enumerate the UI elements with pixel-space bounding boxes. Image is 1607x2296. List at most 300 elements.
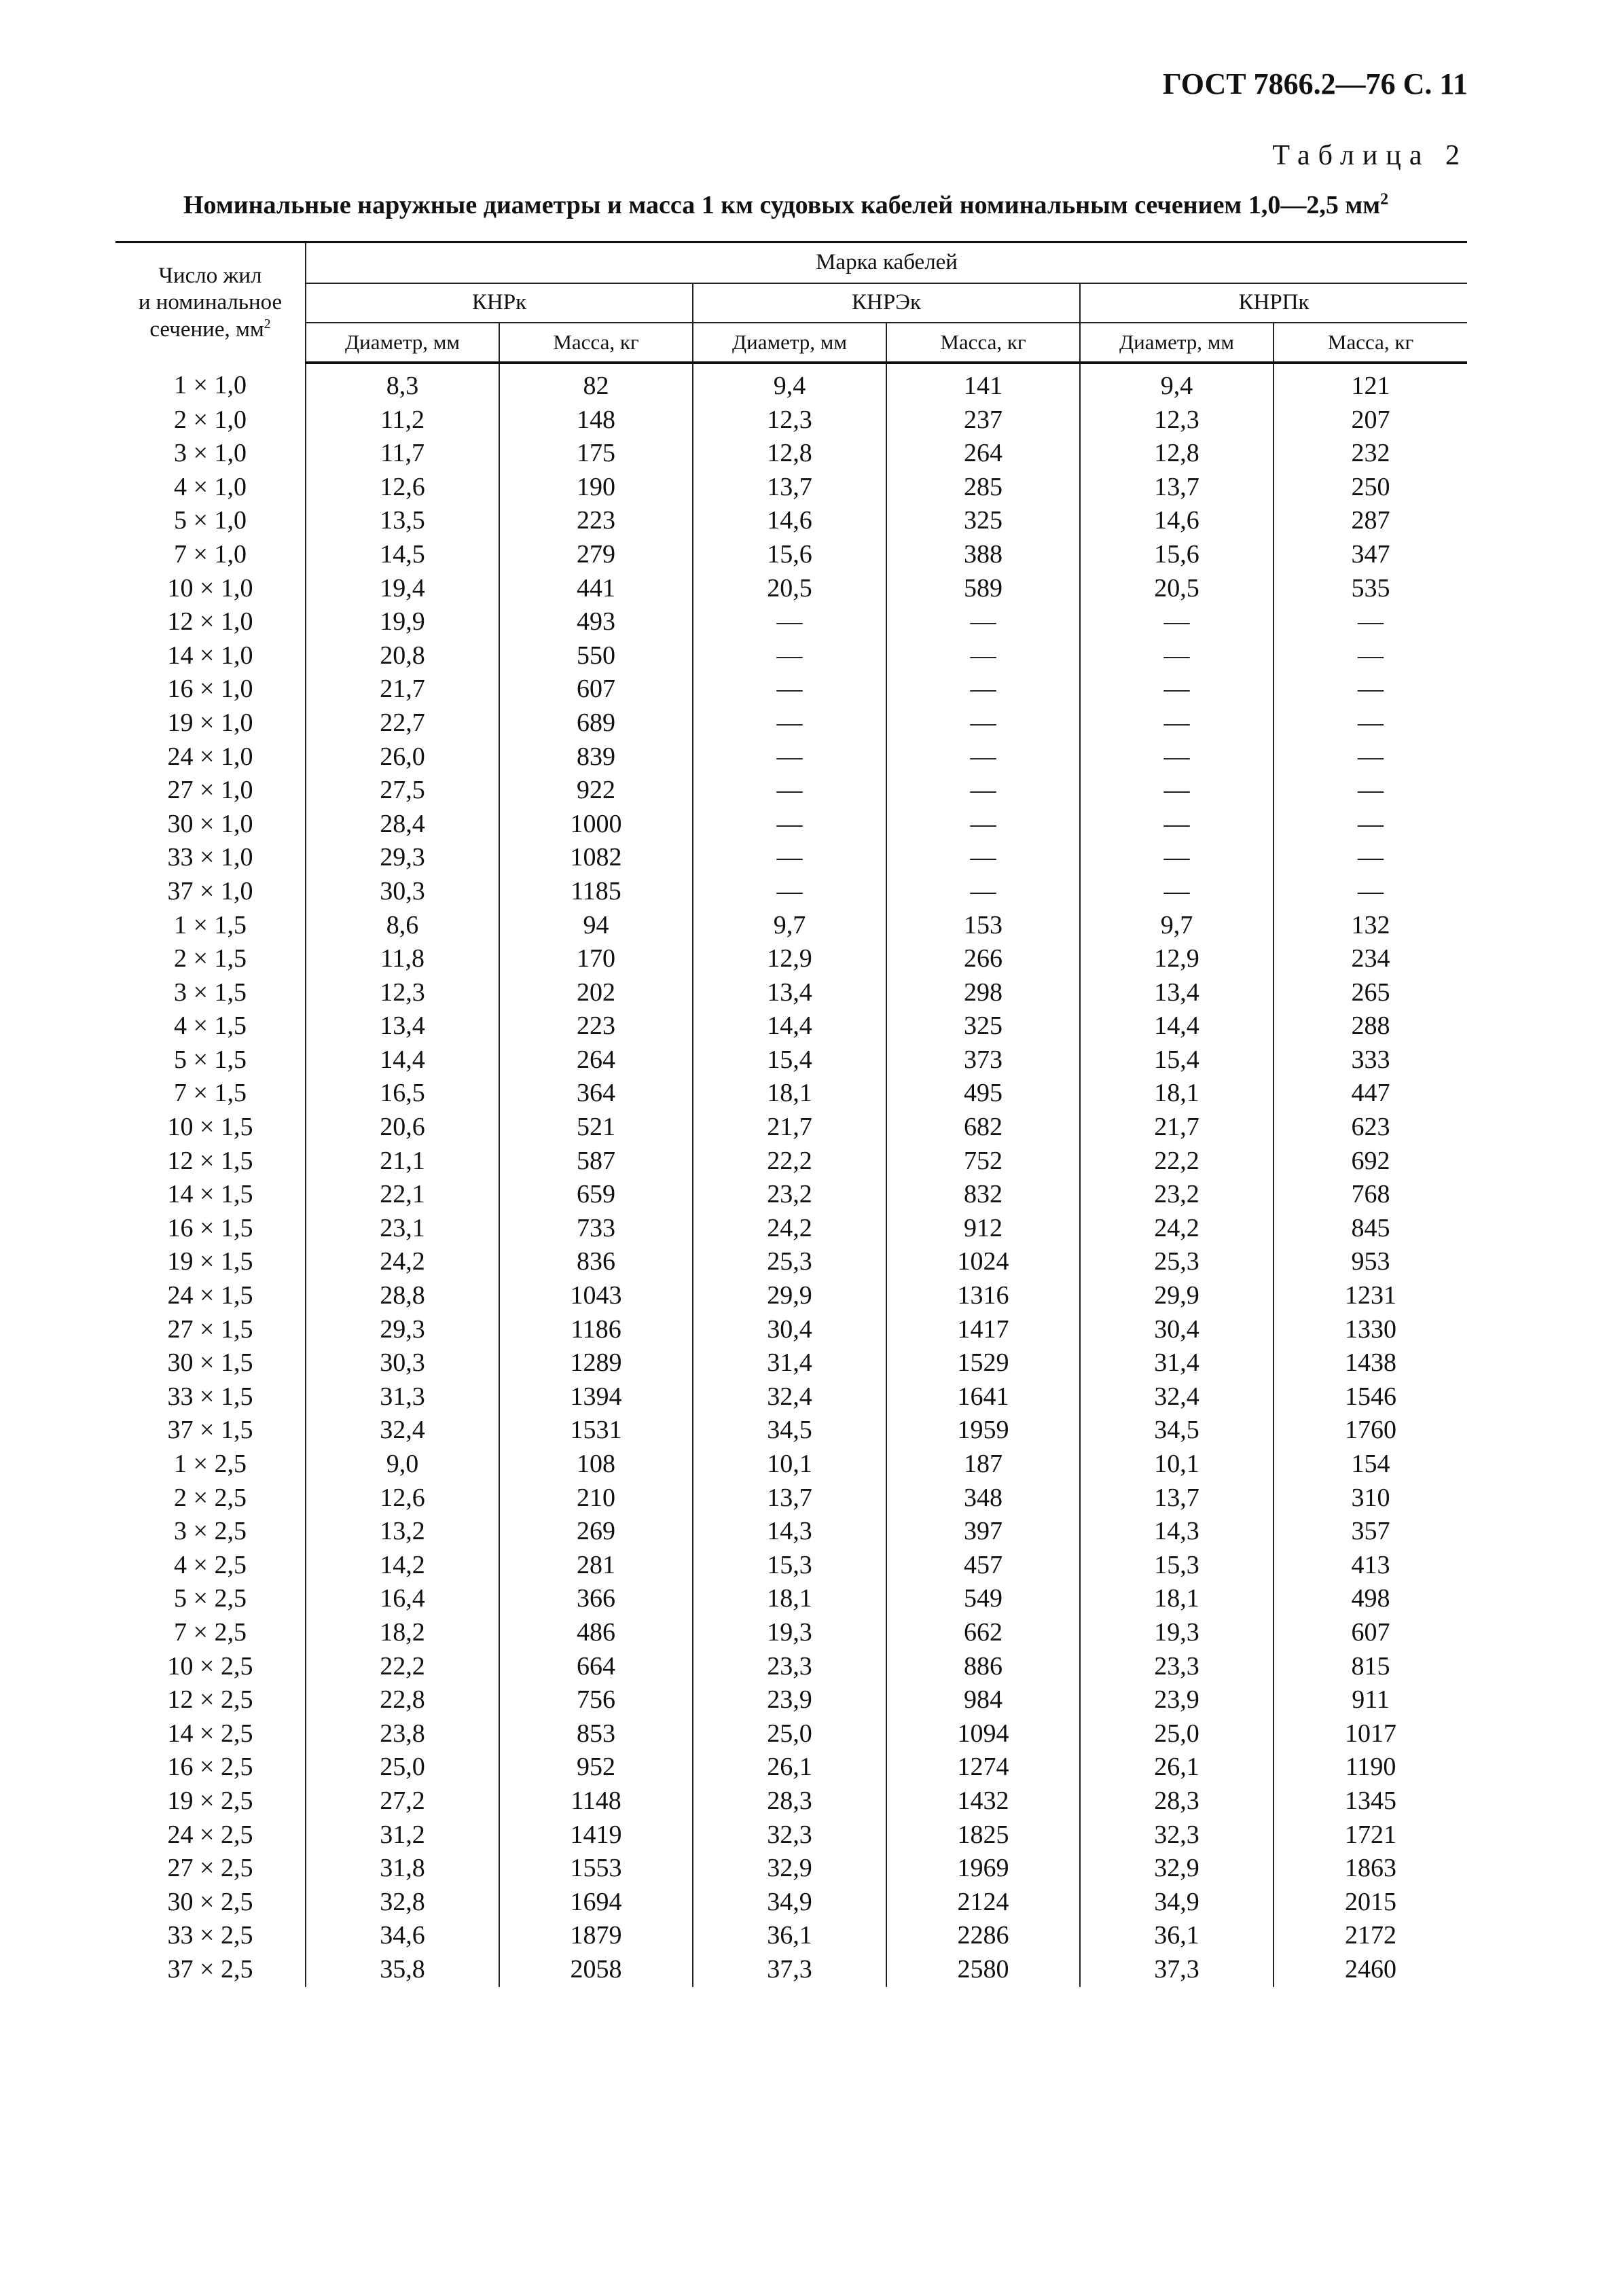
table-cell: 31,2 xyxy=(306,1818,499,1852)
table-row xyxy=(115,437,1467,471)
table-cell: 1879 xyxy=(499,1919,693,1953)
table-cell: 25,0 xyxy=(306,1751,499,1784)
row-label-cell: 10 × 1,0 xyxy=(115,572,306,606)
table-cell: 18,2 xyxy=(306,1616,499,1650)
row-label-cell: 33 × 1,5 xyxy=(115,1380,306,1414)
row-label-cell: 19 × 1,5 xyxy=(115,1245,306,1279)
table-cell: — xyxy=(693,841,886,875)
table-cell: 16,4 xyxy=(306,1582,499,1616)
table-row xyxy=(115,1077,1467,1111)
table-cell: 549 xyxy=(886,1582,1080,1616)
table-cell: 659 xyxy=(499,1178,693,1212)
first-col-header-line3: сечение, $мм^2$ xyxy=(149,316,271,342)
table-cell: — xyxy=(1080,706,1274,740)
table-cell: 1531 xyxy=(499,1414,693,1448)
table-cell: 1394 xyxy=(499,1380,693,1414)
table-cell: 32,4 xyxy=(693,1380,886,1414)
row-label-cell: 33 × 1,0 xyxy=(115,841,306,875)
table-cell: 94 xyxy=(499,909,693,943)
table-cell: 2124 xyxy=(886,1886,1080,1920)
table-cell: 11,8 xyxy=(306,942,499,976)
table-cell: 1289 xyxy=(499,1346,693,1380)
table-cell: 14,6 xyxy=(1080,504,1274,538)
table-cell: 984 xyxy=(886,1683,1080,1717)
row-label-cell: 27 × 2,5 xyxy=(115,1852,306,1886)
table-cell: 9,4 xyxy=(1080,363,1274,403)
table-cell: 23,3 xyxy=(693,1650,886,1684)
table-cell: 12,3 xyxy=(306,976,499,1010)
row-label-cell: 4 × 1,0 xyxy=(115,471,306,505)
table-cell: — xyxy=(1358,708,1384,737)
table-cell: 1231 xyxy=(1345,1281,1397,1310)
table-cell: 12,9 xyxy=(693,942,886,976)
table-row xyxy=(115,1145,1467,1179)
table-cell: 1000 xyxy=(499,808,693,842)
caption-text: Номинальные наружные диаметры и масса 1 км судовых кабелей номинальным сечением 1,0—2,5 мм xyxy=(183,191,1381,219)
table-cell: 911 xyxy=(1352,1685,1390,1715)
row-label-cell: 27 × 1,0 xyxy=(115,774,306,808)
table-cell: — xyxy=(693,875,886,909)
table-cell: — xyxy=(886,605,1080,639)
table-cell: 34,5 xyxy=(693,1414,886,1448)
table-cell: 1863 xyxy=(1345,1854,1397,1883)
sub-header-diameter: Диаметр, мм xyxy=(1080,323,1274,363)
table-cell: 1432 xyxy=(886,1784,1080,1818)
row-label-cell: 14 × 1,0 xyxy=(115,639,306,673)
table-cell: — xyxy=(693,740,886,774)
table-row xyxy=(115,1886,1467,1920)
row-label-cell: 24 × 1,5 xyxy=(115,1279,306,1313)
table-cell: 13,7 xyxy=(1080,1482,1274,1515)
table-cell: 845 xyxy=(1351,1213,1390,1242)
table-row xyxy=(115,605,1467,639)
table-cell: — xyxy=(1080,740,1274,774)
table-cell: 13,7 xyxy=(1080,471,1274,505)
table-row xyxy=(115,942,1467,976)
table-cell: 15,4 xyxy=(693,1043,886,1077)
table-cell: 1274 xyxy=(886,1751,1080,1784)
table-row xyxy=(115,1346,1467,1380)
table-row xyxy=(115,1852,1467,1886)
cable-data-table xyxy=(115,241,1467,1987)
table-cell: 12,8 xyxy=(1080,437,1274,471)
table-cell: — xyxy=(693,774,886,808)
table-cell: 34,9 xyxy=(693,1886,886,1920)
table-row xyxy=(115,672,1467,706)
table-cell: 752 xyxy=(886,1145,1080,1179)
standard-header: ГОСТ 7866.2—76 С. 11 xyxy=(1162,67,1468,101)
row-label-cell: 19 × 2,5 xyxy=(115,1784,306,1818)
table-cell: 836 xyxy=(499,1245,693,1279)
table-row xyxy=(115,1953,1467,1987)
table-cell: 30,3 xyxy=(306,1346,499,1380)
table-cell: 21,7 xyxy=(1080,1111,1274,1145)
table-cell: 132 xyxy=(1351,910,1390,939)
table-cell: 662 xyxy=(886,1616,1080,1650)
first-column-header xyxy=(115,243,306,363)
row-label-cell: 4 × 1,5 xyxy=(115,1009,306,1043)
table-cell: 413 xyxy=(1351,1550,1390,1579)
row-label-cell: 30 × 1,5 xyxy=(115,1346,306,1380)
table-cell: 310 xyxy=(1351,1483,1390,1512)
table-cell: 25,0 xyxy=(693,1717,886,1751)
table-cell: 82 xyxy=(499,363,693,403)
table-cell: 170 xyxy=(499,942,693,976)
table-cell: 21,1 xyxy=(306,1145,499,1179)
table-cell: 1694 xyxy=(499,1886,693,1920)
table-cell: 18,1 xyxy=(1080,1582,1274,1616)
table-cell: 521 xyxy=(499,1111,693,1145)
table-header xyxy=(115,243,1467,363)
table-cell: 447 xyxy=(1351,1079,1390,1108)
table-row xyxy=(115,841,1467,875)
table-cell: 23,2 xyxy=(693,1178,886,1212)
row-label-cell: 12 × 1,5 xyxy=(115,1145,306,1179)
table-cell: 31,3 xyxy=(306,1380,499,1414)
table-cell: 1825 xyxy=(886,1818,1080,1852)
table-cell: 32,3 xyxy=(1080,1818,1274,1852)
table-cell: 28,3 xyxy=(1080,1784,1274,1818)
table-cell: 23,3 xyxy=(1080,1650,1274,1684)
table-cell: 1438 xyxy=(1345,1348,1397,1378)
table-row xyxy=(115,1717,1467,1751)
table-row xyxy=(115,363,1467,403)
table-cell: 832 xyxy=(886,1178,1080,1212)
table-row xyxy=(115,1515,1467,1549)
table-cell: 23,9 xyxy=(1080,1683,1274,1717)
table-cell: 20,5 xyxy=(693,572,886,606)
table-cell: 32,3 xyxy=(693,1818,886,1852)
table-cell: 853 xyxy=(499,1717,693,1751)
table-cell: 1419 xyxy=(499,1818,693,1852)
sub-header-diameter: Диаметр, мм xyxy=(693,323,886,363)
table-cell: 13,4 xyxy=(1080,976,1274,1010)
table-row xyxy=(115,1313,1467,1347)
table-cell: 11,7 xyxy=(306,437,499,471)
table-cell: 281 xyxy=(499,1549,693,1583)
table-cell: — xyxy=(1358,742,1384,771)
table-cell: 20,8 xyxy=(306,639,499,673)
table-cell: 12,8 xyxy=(693,437,886,471)
table-cell: 232 xyxy=(1351,439,1390,468)
table-cell: 30,4 xyxy=(1080,1313,1274,1347)
table-cell: 121 xyxy=(1351,372,1390,400)
table-cell: 19,3 xyxy=(1080,1616,1274,1650)
table-cell: 1529 xyxy=(886,1346,1080,1380)
table-cell: 108 xyxy=(499,1448,693,1482)
table-cell: 325 xyxy=(886,504,1080,538)
table-cell: 535 xyxy=(1351,573,1390,603)
table-cell: 141 xyxy=(886,363,1080,403)
sub-header-mass: Масса, кг xyxy=(1274,323,1467,363)
table-cell: 1316 xyxy=(886,1279,1080,1313)
table-cell: 32,9 xyxy=(693,1852,886,1886)
table-cell: 22,8 xyxy=(306,1683,499,1717)
table-cell: 493 xyxy=(499,605,693,639)
table-cell: — xyxy=(1358,675,1384,704)
table-cell: — xyxy=(1080,875,1274,909)
table-cell: 9,4 xyxy=(693,363,886,403)
table-cell: 1330 xyxy=(1345,1314,1397,1344)
row-label-cell: 33 × 2,5 xyxy=(115,1919,306,1953)
table-row xyxy=(115,1448,1467,1482)
row-label-cell: 37 × 2,5 xyxy=(115,1953,306,1987)
table-cell: 15,6 xyxy=(1080,538,1274,572)
table-cell: 1024 xyxy=(886,1245,1080,1279)
table-cell: 207 xyxy=(1351,405,1390,434)
table-cell: 14,4 xyxy=(693,1009,886,1043)
table-cell: 11,2 xyxy=(306,403,499,437)
table-row xyxy=(115,875,1467,909)
table-cell: 14,2 xyxy=(306,1549,499,1583)
table-cell: 234 xyxy=(1351,944,1390,973)
table-cell: 14,4 xyxy=(306,1043,499,1077)
table-row xyxy=(115,572,1467,606)
table-row xyxy=(115,1245,1467,1279)
table-cell: 26,0 xyxy=(306,740,499,774)
table-cell: 457 xyxy=(886,1549,1080,1583)
table-cell: 2172 xyxy=(1345,1921,1397,1950)
table-caption xyxy=(183,190,1388,220)
table-cell: 30,4 xyxy=(693,1313,886,1347)
table-cell: 498 xyxy=(1351,1584,1390,1613)
table-cell: 22,1 xyxy=(306,1178,499,1212)
row-label-cell: 12 × 1,0 xyxy=(115,605,306,639)
table-cell: 35,8 xyxy=(306,1953,499,1987)
table-row xyxy=(115,1043,1467,1077)
table-cell: 153 xyxy=(886,909,1080,943)
table-cell: 689 xyxy=(499,706,693,740)
table-cell: 31,4 xyxy=(693,1346,886,1380)
table-cell: 14,6 xyxy=(693,504,886,538)
table-cell: 23,1 xyxy=(306,1212,499,1246)
table-cell: 22,2 xyxy=(693,1145,886,1179)
row-label-cell: 37 × 1,0 xyxy=(115,875,306,909)
table-cell: 29,9 xyxy=(1080,1279,1274,1313)
row-label-cell: 2 × 1,5 xyxy=(115,942,306,976)
table-cell: 37,3 xyxy=(693,1953,886,1987)
table-cell: 18,1 xyxy=(1080,1077,1274,1111)
table-cell: — xyxy=(1358,876,1384,905)
table-cell: 21,7 xyxy=(306,672,499,706)
first-col-header-line1: Число жил xyxy=(158,263,262,288)
first-col-header-line2: и номинальное xyxy=(138,290,283,315)
table-cell: 36,1 xyxy=(693,1919,886,1953)
table-cell: 187 xyxy=(886,1448,1080,1482)
table-cell: 265 xyxy=(1351,977,1390,1007)
table-cell: 15,3 xyxy=(693,1549,886,1583)
row-label-cell: 14 × 1,5 xyxy=(115,1178,306,1212)
table-cell: 952 xyxy=(499,1751,693,1784)
table-cell: 28,4 xyxy=(306,808,499,842)
table-cell: 19,3 xyxy=(693,1616,886,1650)
table-cell: 202 xyxy=(499,976,693,1010)
table-cell: — xyxy=(886,875,1080,909)
table-cell: 1553 xyxy=(499,1852,693,1886)
table-row xyxy=(115,1919,1467,1953)
table-cell: 623 xyxy=(1351,1113,1390,1142)
table-cell: — xyxy=(693,706,886,740)
table-cell: 364 xyxy=(499,1077,693,1111)
table-cell: — xyxy=(693,672,886,706)
table-cell: 607 xyxy=(499,672,693,706)
table-cell: 25,3 xyxy=(693,1245,886,1279)
table-cell: 250 xyxy=(1351,472,1390,501)
table-cell: 25,0 xyxy=(1080,1717,1274,1751)
table-cell: 495 xyxy=(886,1077,1080,1111)
table-cell: 953 xyxy=(1351,1247,1390,1276)
table-cell: 2580 xyxy=(886,1953,1080,1987)
brand-header-knrpk: КНРПк xyxy=(1080,283,1467,323)
table-cell: 607 xyxy=(1351,1617,1390,1647)
table-cell: 285 xyxy=(886,471,1080,505)
table-cell: — xyxy=(1080,774,1274,808)
table-cell: 1417 xyxy=(886,1313,1080,1347)
row-label-cell: 3 × 2,5 xyxy=(115,1515,306,1549)
table-cell: 2286 xyxy=(886,1919,1080,1953)
table-cell: 223 xyxy=(499,1009,693,1043)
table-cell: 1185 xyxy=(499,875,693,909)
table-body xyxy=(115,363,1467,1987)
row-label-cell: 5 × 2,5 xyxy=(115,1582,306,1616)
table-cell: 31,4 xyxy=(1080,1346,1274,1380)
table-cell: 27,5 xyxy=(306,774,499,808)
table-cell: 175 xyxy=(499,437,693,471)
table-cell: 373 xyxy=(886,1043,1080,1077)
table-cell: 9,7 xyxy=(1080,909,1274,943)
brand-header-knrek: КНРЭк xyxy=(693,283,1080,323)
table-cell: — xyxy=(1080,808,1274,842)
table-cell: — xyxy=(693,605,886,639)
table-cell: 18,1 xyxy=(693,1582,886,1616)
table-cell: 839 xyxy=(499,740,693,774)
row-label-cell: 2 × 2,5 xyxy=(115,1482,306,1515)
table-row xyxy=(115,1751,1467,1784)
table-cell: 269 xyxy=(499,1515,693,1549)
table-cell: 19,9 xyxy=(306,605,499,639)
caption-superscript: 2 xyxy=(1380,190,1389,209)
table-cell: 20,5 xyxy=(1080,572,1274,606)
row-label-cell: 24 × 1,0 xyxy=(115,740,306,774)
table-cell: 388 xyxy=(886,538,1080,572)
table-cell: 15,3 xyxy=(1080,1549,1274,1583)
table-cell: 34,5 xyxy=(1080,1414,1274,1448)
table-cell: 23,2 xyxy=(1080,1178,1274,1212)
table-cell: 22,7 xyxy=(306,706,499,740)
table-cell: 16,5 xyxy=(306,1077,499,1111)
table-cell: 29,3 xyxy=(306,1313,499,1347)
row-label-cell: 2 × 1,0 xyxy=(115,403,306,437)
table-cell: — xyxy=(1358,607,1384,636)
table-cell: 589 xyxy=(886,572,1080,606)
table-row xyxy=(115,808,1467,842)
row-label-cell: 16 × 1,0 xyxy=(115,672,306,706)
table-cell: 692 xyxy=(1351,1146,1390,1175)
table-cell: — xyxy=(1080,841,1274,875)
table-cell: 12,6 xyxy=(306,1482,499,1515)
table-cell: 26,1 xyxy=(693,1751,886,1784)
row-label-cell: 1 × 1,5 xyxy=(115,909,306,943)
row-label-cell: 19 × 1,0 xyxy=(115,706,306,740)
table-cell: 28,8 xyxy=(306,1279,499,1313)
table-cell: 912 xyxy=(886,1212,1080,1246)
table-cell: — xyxy=(693,808,886,842)
table-cell: 8,6 xyxy=(306,909,499,943)
table-row xyxy=(115,639,1467,673)
table-cell: 1082 xyxy=(499,841,693,875)
table-cell: — xyxy=(886,740,1080,774)
table-row xyxy=(115,471,1467,505)
table-cell: 210 xyxy=(499,1482,693,1515)
row-label-cell: 14 × 2,5 xyxy=(115,1717,306,1751)
table-cell: 287 xyxy=(1351,506,1390,535)
table-cell: — xyxy=(1080,639,1274,673)
table-cell: 298 xyxy=(886,976,1080,1010)
table-cell: 14,3 xyxy=(693,1515,886,1549)
table-cell: 34,6 xyxy=(306,1919,499,1953)
table-cell: 815 xyxy=(1351,1651,1390,1681)
table-cell: 28,3 xyxy=(693,1784,886,1818)
table-cell: 1641 xyxy=(886,1380,1080,1414)
table-cell: 441 xyxy=(499,572,693,606)
table-cell: 10,1 xyxy=(693,1448,886,1482)
table-cell: 1546 xyxy=(1345,1382,1397,1411)
table-cell: 14,5 xyxy=(306,538,499,572)
table-cell: — xyxy=(1080,672,1274,706)
row-label-cell: 1 × 2,5 xyxy=(115,1448,306,1482)
table-cell: — xyxy=(886,706,1080,740)
table-cell: 30,3 xyxy=(306,875,499,909)
table-cell: 154 xyxy=(1351,1450,1390,1478)
table-cell: 31,8 xyxy=(306,1852,499,1886)
table-row xyxy=(115,1549,1467,1583)
table-row xyxy=(115,1650,1467,1684)
row-label-cell: 10 × 2,5 xyxy=(115,1650,306,1684)
table-cell: 756 xyxy=(499,1683,693,1717)
table-cell: — xyxy=(1358,809,1384,838)
sub-header-mass: Масса, кг xyxy=(886,323,1080,363)
table-row xyxy=(115,774,1467,808)
table-cell: 15,6 xyxy=(693,538,886,572)
row-label-cell: 5 × 1,0 xyxy=(115,504,306,538)
sub-header-diameter: Диаметр, мм xyxy=(306,323,499,363)
table-cell: — xyxy=(886,774,1080,808)
table-cell: 13,5 xyxy=(306,504,499,538)
row-label-cell: 7 × 2,5 xyxy=(115,1616,306,1650)
table-row xyxy=(115,740,1467,774)
table-cell: 26,1 xyxy=(1080,1751,1274,1784)
table-cell: 18,1 xyxy=(693,1077,886,1111)
table-cell: 587 xyxy=(499,1145,693,1179)
table-row xyxy=(115,1818,1467,1852)
table-cell: 1190 xyxy=(1345,1753,1396,1782)
row-label-cell: 5 × 1,5 xyxy=(115,1043,306,1077)
table-cell: 13,7 xyxy=(693,1482,886,1515)
table-cell: 1959 xyxy=(886,1414,1080,1448)
table-cell: 9,7 xyxy=(693,909,886,943)
table-cell: 12,3 xyxy=(693,403,886,437)
table-row xyxy=(115,1009,1467,1043)
table-cell: — xyxy=(693,639,886,673)
table-cell: 34,9 xyxy=(1080,1886,1274,1920)
table-cell: 348 xyxy=(886,1482,1080,1515)
table-cell: 1094 xyxy=(886,1717,1080,1751)
table-cell: 264 xyxy=(499,1043,693,1077)
row-label-cell: 4 × 2,5 xyxy=(115,1549,306,1583)
table-cell: 768 xyxy=(1351,1180,1390,1209)
table-cell: 2015 xyxy=(1345,1887,1397,1916)
table-row xyxy=(115,1616,1467,1650)
